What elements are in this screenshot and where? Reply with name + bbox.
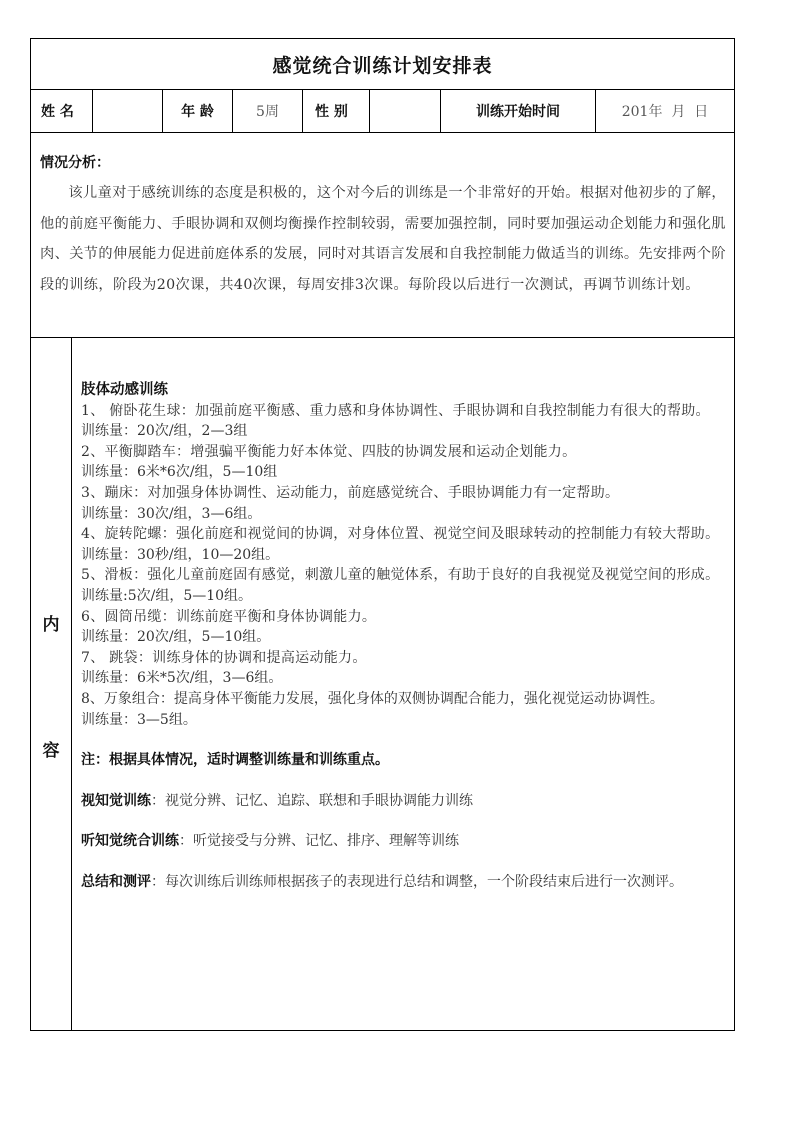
exercise-amount-4: 训练量：30秒/组，10—20组。 xyxy=(81,546,280,563)
name-label: 姓 名 xyxy=(31,90,93,132)
name-value[interactable] xyxy=(93,90,163,132)
exercise-amount-2: 训练量：6米*6次/组，5—10组 xyxy=(81,464,278,481)
summary-evaluation xyxy=(81,872,728,893)
summary-text: ：每次训练后训练师根据孩子的表现进行总结和调整，一个阶段结束后进行一次测评。 xyxy=(151,873,683,890)
analysis-section xyxy=(31,133,734,338)
exercise-amount-5: 训练量:5次/组，5—10组。 xyxy=(81,587,253,604)
exercise-amount-8: 训练量：3—5组。 xyxy=(81,711,197,728)
exercise-item-2: 2、平衡脚踏车：增强骗平衡能力好本体觉、四肢的协调发展和运动企划能力。 xyxy=(81,443,577,460)
exercise-item-4: 4、旋转陀螺：强化前庭和视觉间的协调，对身体位置、视觉空间及眼球转动的控制能力有较大帮助。 xyxy=(81,526,720,543)
title-row xyxy=(31,39,734,90)
age-label: 年 龄 xyxy=(163,90,233,132)
summary-label: 总结和测评 xyxy=(81,873,151,890)
exercise-item-6: 6、圆筒吊缆：训练前庭平衡和身体协调能力。 xyxy=(81,608,377,625)
spacer xyxy=(81,730,728,750)
gender-label: 性 别 xyxy=(303,90,370,132)
exercise-item-3: 3、蹦床：对加强身体协调性、运动能力，前庭感觉统合、手眼协调能力有一定帮助。 xyxy=(81,484,620,501)
content-section xyxy=(31,338,734,1030)
exercise-amount-7: 训练量：6米*5次/组，3—6组。 xyxy=(81,670,283,687)
auditory-training-label: 听知觉统合训练 xyxy=(81,833,179,850)
spacer xyxy=(81,852,728,872)
gender-value[interactable] xyxy=(370,90,441,132)
note-text: 注：根据具体情况，适时调整训练量和训练重点。 xyxy=(81,752,389,769)
content-side-label xyxy=(31,338,72,1030)
exercise-item-8: 8、万象组合：提高身体平衡能力发展，强化身体的双侧协调配合能力，强化视觉运动协调性。 xyxy=(81,690,664,707)
exercise-amount-6: 训练量：20次/组，5—10组。 xyxy=(81,629,271,646)
visual-training xyxy=(81,791,728,812)
age-value[interactable]: 5周 xyxy=(233,90,303,132)
training-plan-table xyxy=(30,38,735,1031)
side-label-nei: 内 xyxy=(42,615,60,635)
limb-training-heading: 肢体动感训练 xyxy=(81,381,168,398)
analysis-text: 该儿童对于感统训练的态度是积极的，这个对今后的训练是一个非常好的开始。根据对他初步的了解，他的前庭平衡能力、手眼协调和双侧均衡操作控制较弱，需要加强控制，同时要加强运动企划能力和强化肌肉、关节的伸展能力促进前庭体系的发展，同时对其语言发展和自我控制能力做适当的训练。先安排两个阶段的训练，阶段为20次课，共40次课，每周安排3次课。每阶段以后进行一次测试，再调节训练计划。 xyxy=(40,185,726,293)
exercise-amount-1: 训练量：20次/组，2—3组 xyxy=(81,423,248,440)
visual-training-text: ：视觉分辨、记忆、追踪、联想和手眼协调能力训练 xyxy=(151,792,473,809)
info-row xyxy=(31,90,734,133)
analysis-heading: 情况分析： xyxy=(40,155,110,171)
spacer xyxy=(81,811,728,831)
visual-training-label: 视知觉训练 xyxy=(81,792,151,809)
document-title: 感觉统合训练计划安排表 xyxy=(272,54,493,77)
exercise-item-5: 5、滑板：强化儿童前庭固有感觉，刺激儿童的触觉体系，有助于良好的自我视觉及视觉空间的形成。 xyxy=(81,567,720,584)
start-time-label: 训练开始时间 xyxy=(441,90,596,132)
exercise-item-7: 7、 跳袋：训练身体的协调和提高运动能力。 xyxy=(81,649,367,666)
content-body xyxy=(72,338,734,1030)
auditory-training-text: ：听觉接受与分辨、记忆、排序、理解等训练 xyxy=(179,833,459,850)
side-label-rong: 容 xyxy=(42,741,60,761)
exercise-item-1: 1、 俯卧花生球：加强前庭平衡感、重力感和身体协调性、手眼协调和自我控制能力有很大的帮助。 xyxy=(81,402,710,419)
exercise-amount-3: 训练量：30次/组，3—6组。 xyxy=(81,505,262,522)
auditory-training xyxy=(81,831,728,852)
start-time-value[interactable]: 201年 月 日 xyxy=(621,104,709,120)
spacer xyxy=(81,771,728,791)
